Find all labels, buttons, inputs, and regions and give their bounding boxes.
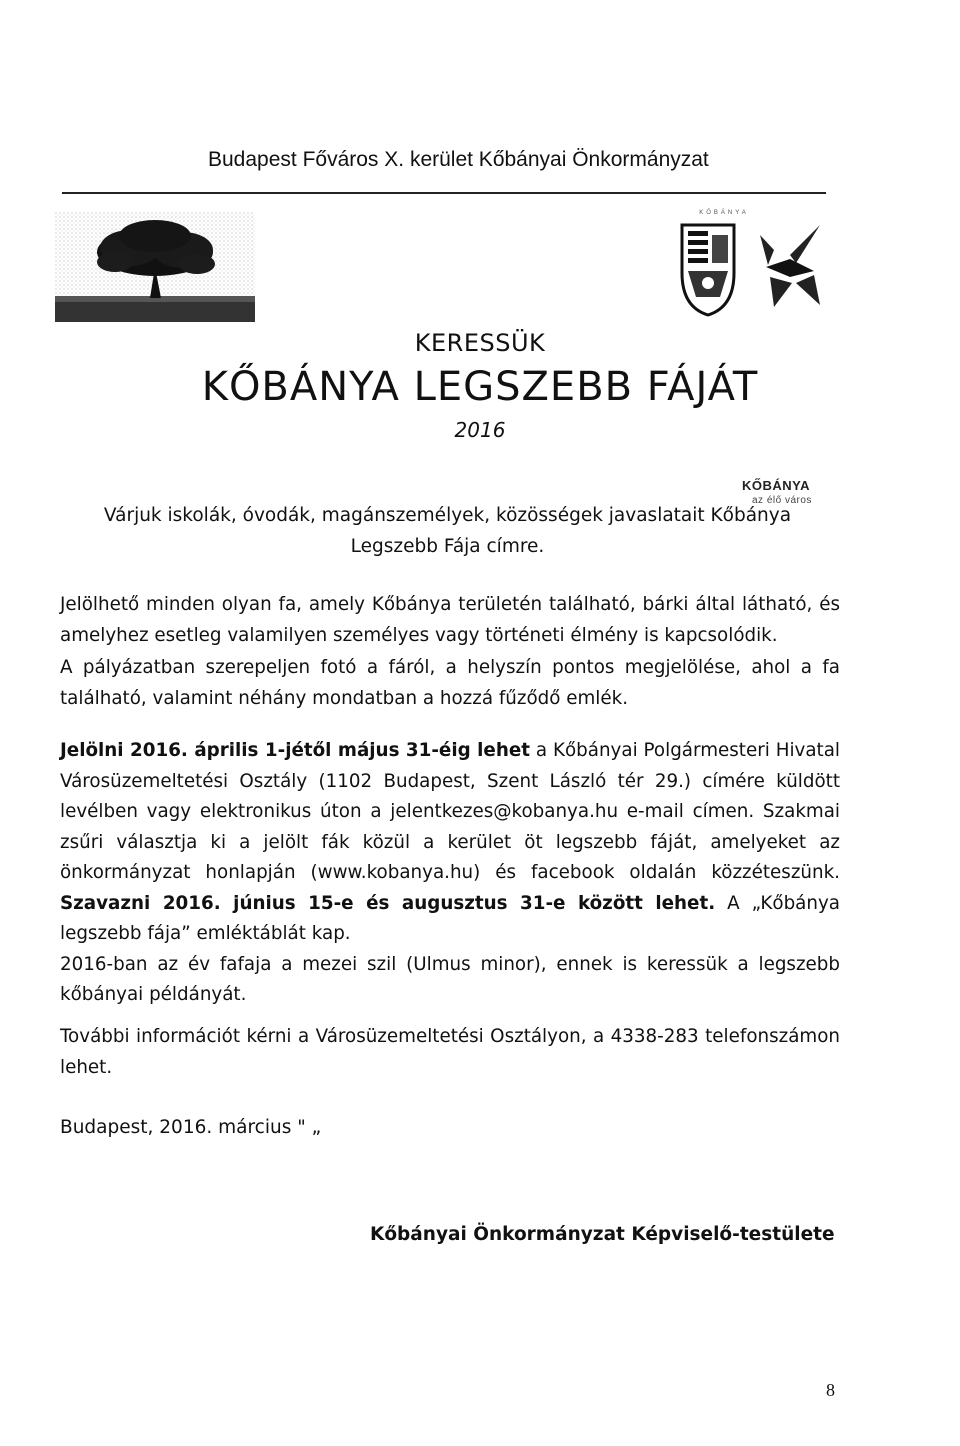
signature: Kőbányai Önkormányzat Képviselő-testülete (370, 1224, 835, 1245)
headline-kicker: KERESSÜK (414, 329, 546, 357)
voting-deadline: Szavazni 2016. június 15-e és augusztus 31-e között lehet. (60, 892, 716, 914)
paragraph-deadlines (60, 736, 840, 1011)
paragraph-contact: További információt kérni a Városüzemeltetési Osztályon, a 4338-283 telefonszámon lehet. (60, 1026, 840, 1078)
submission-details: a Kőbányai Polgármesteri Hivatal Városüzemeltetési Osztály (1102 Budapest, Szent László tér 29.) címére küldött levélben vagy elektronikus úton a jelentkezes@kobanya.hu e-mail címen. Szakmai zsűri választja ki a jelölt fák közül a kerület öt legszebb fáját, amelyeket az önkormányzat honlapján (www.kobanya.hu) és facebook oldalán közzéteszünk. (60, 740, 840, 883)
headline-year: 2016 (454, 418, 506, 442)
header-title: Budapest Főváros X. kerület Kőbányai Önkormányzat (208, 148, 709, 171)
page-number: 8 (826, 1380, 835, 1400)
paragraph-requirements: A pályázatban szerepeljen fotó a fáról, a helyszín pontos megjelölése, ahol a fa található, valamint néhány mondatban a hozzá fűződő emlék. (60, 657, 840, 709)
logo-top-text: KŐBÁNYA (699, 210, 749, 216)
intro-text: Várjuk iskolák, óvodák, magánszemélyek, közösségek javaslatait Kőbánya Legszebb Fája címre. (103, 505, 792, 557)
coat-of-arms-icon (670, 215, 845, 325)
plaque-text: A „Kőbánya legszebb fája” emléktáblát kap. (60, 892, 840, 944)
logo-slogan: az élő város (752, 495, 812, 506)
header-divider (62, 192, 826, 194)
paragraph-eligibility: Jelölhető minden olyan fa, amely Kőbánya területén található, bárki által látható, és amelyhez esetleg valamilyen személyes vagy történeti élmény is kapcsolódik. (60, 594, 840, 646)
logo-name: KŐBÁNYA (742, 478, 811, 493)
headline-title: KŐBÁNYA LEGSZEBB FÁJÁT (201, 364, 759, 410)
nomination-deadline: Jelölni 2016. április 1-jétől május 31-éig lehet (60, 740, 530, 761)
document-date: Budapest, 2016. március " „ (60, 1117, 322, 1138)
tree-of-year-text: 2016-ban az év fafaja a mezei szil (Ulmus minor), ennek is keressük a legszebb kőbányai példányát. (60, 953, 840, 1005)
tree-photo (55, 212, 255, 322)
